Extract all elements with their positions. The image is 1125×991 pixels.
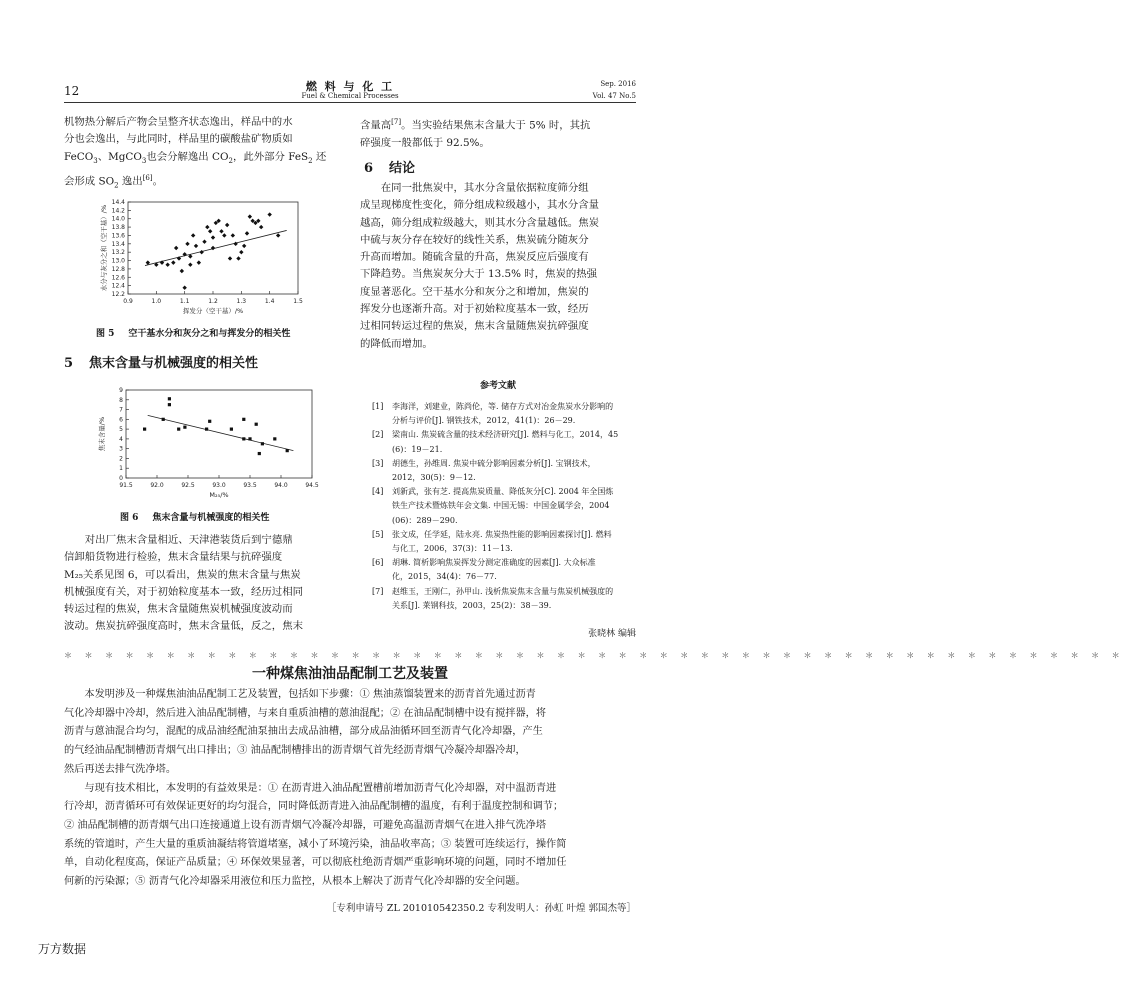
text-line: 下降趋势。当焦炭灰分大于 13.5% 时，焦炭的热强 [360, 268, 598, 281]
y-tick-label: 5 [119, 426, 123, 434]
data-point [194, 244, 198, 248]
text-line: 碎强度一般都低于 92.5%。 [360, 136, 490, 149]
x-tick-label: 93.5 [243, 482, 257, 489]
reference-text: (06)：289－290. [392, 515, 458, 525]
reference-text: 梁南山. 焦炭硫含量的技术经济研究[J]. 燃料与化工，2014，45 [392, 430, 619, 440]
editor-credit: 张晓林 编辑 [588, 629, 636, 639]
y-tick-label: 2 [119, 455, 123, 463]
reference-text: 胡德生，孙维周. 焦炭中硫分影响因素分析[J]. 宝钢技术， [392, 458, 596, 468]
x-tick-label: 92.0 [150, 482, 164, 489]
reference-text: 李海洋，刘建业，陈尚伦，等. 储存方式对冶金焦炭水分影响的 [392, 402, 614, 411]
data-point [188, 263, 192, 267]
y-tick-label: 1 [119, 465, 123, 473]
y-tick-label: 13.8 [111, 224, 125, 232]
trend-line [145, 230, 287, 265]
text-line: 会形成 $SO_2$ 逸出[6]。 [64, 173, 163, 190]
right-paragraph-2 [360, 180, 636, 353]
data-point [273, 437, 276, 440]
y-tick-label: 12.4 [111, 282, 125, 290]
text-line: 气化冷却器中冷却，然后进入油品配制槽，与来自重质油槽的蒽油混配；② 在油品配制槽中设有搅拌器，将 [64, 707, 547, 719]
reference-text: 关系[J]. 莱钢科技，2003，25(2)：38－39. [392, 600, 552, 610]
data-point [168, 397, 171, 400]
reference-number: [1] [372, 402, 384, 411]
x-tick-label: 1.3 [236, 298, 247, 305]
y-tick-label: 12.2 [111, 291, 125, 298]
data-point [211, 235, 215, 239]
journal-title: 燃 料 与 化 工 [305, 80, 395, 93]
reference-item [372, 485, 636, 528]
plot-frame [126, 390, 312, 478]
data-point [168, 403, 171, 406]
reference-item [372, 528, 636, 556]
data-point [182, 286, 186, 290]
y-tick-label: 13.4 [111, 240, 125, 248]
references-list [372, 400, 636, 613]
text-line: 何新的污染源；⑤ 沥青气化冷却器采用液位和压力监控，从根本上解决了沥青气化冷却器的安全问题。 [64, 876, 526, 888]
data-point [197, 260, 201, 264]
reference-number: [2] [372, 430, 384, 440]
reference-item [372, 457, 636, 485]
reference-number: [3] [372, 458, 384, 468]
issue-volume: Vol. 47 No.5 [592, 92, 636, 100]
reference-text: 与化工，2006，37(3)：11－13. [392, 544, 513, 554]
reference-number: [6] [372, 558, 384, 568]
y-tick-label: 12.8 [111, 265, 125, 273]
figure-6-caption: 图 6 焦末含量与机械强度的相关性 [120, 513, 270, 523]
text-line: 行冷却，沥青循环可有效保证更好的均匀混合，同时降低沥青进入油品配制槽的温度，有利于温度控制和调节； [64, 801, 564, 813]
data-point [185, 242, 189, 246]
reference-number: [5] [372, 529, 384, 539]
section-5-heading: 5 焦末含量与机械强度的相关性 [64, 356, 259, 371]
data-point [208, 420, 211, 423]
data-point [230, 428, 233, 431]
reference-text: 胡琳. 简析影响焦炭挥发分测定准确度的因素[J]. 大众标准 [392, 558, 596, 568]
text-line: 单，自动化程度高，保证产品质量；④ 环保效果显著，可以彻底杜绝沥青烟严重影响环境的问题，同时不增加任 [64, 857, 567, 869]
y-tick-label: 8 [119, 396, 123, 404]
x-tick-label: 92.5 [181, 482, 195, 489]
x-tick-label: 1.4 [264, 298, 275, 305]
data-point [222, 233, 226, 237]
text-line: 对出厂焦末含量相近、天津港装货后到宁德鼎 [84, 534, 293, 546]
data-point [202, 240, 206, 244]
text-line: 机械强度有关，对于初始粒度基本一致，经历过相同 [64, 585, 303, 598]
section-6-heading: 6 结论 [364, 161, 416, 176]
text-line: 挥发分也逐渐升高。对于初始粒度基本一致，经历 [360, 303, 589, 316]
text-line: 分也会逸出，与此同时，样品里的碳酸盐矿物质如 [64, 133, 293, 146]
data-point [191, 233, 195, 237]
data-point [174, 246, 178, 250]
y-tick-label: 14.2 [111, 207, 125, 215]
figure-6-chart [96, 386, 326, 504]
text-line: 转运过程的焦炭，焦末含量随焦炭机械强度波动而 [64, 603, 293, 616]
article-title: 一种煤焦油油品配制工艺及装置 [252, 666, 448, 682]
text-line: 信卸船货物进行检验，焦末含量结果与抗碎强度 [64, 551, 283, 564]
reference-item [372, 428, 636, 456]
journal-title-en: Fuel & Chemical Processes [301, 92, 399, 100]
text-line: 在同一批焦炭中，其水分含量依据粒度筛分组 [380, 182, 589, 194]
text-line: 含量高[7]。当实验结果焦末含量大于 5% 时，其抗 [360, 118, 591, 132]
left-paragraph-1 [64, 114, 344, 195]
x-axis-label: M₂₅/% [209, 491, 229, 499]
data-point [162, 418, 165, 421]
x-tick-label: 1.2 [208, 298, 218, 305]
data-point [248, 214, 252, 218]
x-axis-label: 挥发分（空干基）/% [182, 307, 244, 315]
data-point [286, 449, 289, 452]
footer-watermark: 万方数据 [38, 942, 87, 956]
data-point [239, 250, 243, 254]
y-axis-label: 水分与灰分之和（空干基）/% [100, 204, 108, 292]
data-point [228, 256, 232, 260]
text-line: 的气经油品配制槽沥青烟气出口排出；③ 油品配制槽排出的沥青烟气首先经沥青烟气冷凝冷却器冷却， [64, 745, 526, 757]
data-point [261, 442, 264, 445]
data-point [165, 263, 169, 267]
data-point [177, 428, 180, 431]
data-point [255, 423, 258, 426]
text-line: 沥青与蒽油混合均匀，混配的成品油经配油泵抽出去成品油槽，部分成品油循环回至沥青气化冷却器，产生 [64, 726, 543, 738]
data-point [208, 229, 212, 233]
y-tick-label: 14.0 [111, 215, 125, 223]
reference-item [372, 556, 636, 584]
reference-number: [4] [372, 487, 384, 497]
text-line: 波动。焦炭抗碎强度高时，焦末含量低，反之，焦末 [64, 620, 303, 633]
reference-text: 张文成，任学延，陆永亮. 焦炭热性能的影响因素探讨[J]. 燃料 [392, 529, 612, 539]
x-tick-label: 1.0 [151, 298, 162, 305]
text-line: 的降低而增加。 [360, 337, 433, 350]
data-point [276, 233, 280, 237]
y-tick-label: 0 [119, 475, 123, 482]
page-number: 12 [64, 84, 80, 98]
y-tick-label: 6 [119, 416, 123, 424]
data-point [143, 428, 146, 431]
y-tick-label: 12.6 [111, 274, 125, 282]
references-heading: 参考文献 [479, 381, 516, 391]
reference-text: 赵维玉，王刚仁，孙甲山. 浅析焦炭焦末含量与焦炭机械强度的 [392, 586, 614, 596]
left-paragraph-2 [64, 532, 344, 636]
data-point [267, 212, 271, 216]
y-tick-label: 7 [119, 406, 123, 414]
data-point [258, 452, 261, 455]
text-line: 成呈现梯度性变化，筛分组成粒级越小，其水分含量 [360, 199, 599, 212]
x-tick-label: 0.9 [123, 298, 133, 305]
figure-5-chart [96, 198, 310, 322]
y-tick-label: 9 [119, 387, 123, 394]
x-tick-label: 1.1 [179, 298, 190, 305]
x-tick-label: 94.5 [305, 482, 319, 489]
data-point [248, 437, 251, 440]
text-line: M₂₅关系见图 6，可以看出，焦炭的焦末含量与焦炭 [64, 568, 301, 581]
text-line: 本发明涉及一种煤焦油油品配制工艺及装置，包括如下步骤：① 焦油蒸馏装置来的沥青首先通过沥青 [84, 689, 536, 700]
asterisk-divider: ＊ ＊ ＊ ＊ ＊ ＊ ＊ ＊ ＊ ＊ ＊ ＊ ＊ ＊ ＊ ＊ ＊ ＊ ＊ ＊ ＊ ＊ ＊ ＊ ＊ ＊ ＊ ＊ ＊ ＊ ＊ ＊ ＊ ＊ ＊ ＊ ＊ ＊ ＊ ＊ ＊ ＊ ＊ ＊ ＊ ＊ ＊ ＊ ＊ ＊ ＊ ＊ [64, 651, 1125, 660]
text-line: 过相同转运过程的焦炭，焦末含量随焦炭抗碎强度 [360, 320, 589, 333]
y-tick-label: 14.4 [111, 199, 125, 206]
reference-text: 铁生产技术暨炼铁年会文集. 中国无锡：中国金属学会，2004 [392, 501, 610, 511]
text-line: FeCO$_3$、MgCO$_3$也会分解逸出 $CO_2$，此外部分 FeS$_2$ 还 [64, 150, 327, 165]
header-rule [64, 102, 636, 103]
text-line: 升高而增加。随硫含量的升高，焦炭反应后强度有 [360, 251, 589, 264]
reference-number: [7] [372, 586, 384, 596]
figure-5-caption: 图 5 空干基水分和灰分之和与挥发分的相关性 [96, 329, 291, 339]
data-point [242, 244, 246, 248]
text-line: 度显著恶化。空干基水分和灰分之和增加，焦炭的 [360, 285, 589, 298]
data-point [219, 229, 223, 233]
text-line: 系统的管道时，产生大量的重质油凝结将管道堵塞，减小了环境污染，油品收率高；③ 装置可连续运行，操作简 [64, 838, 567, 850]
data-point [233, 242, 237, 246]
y-tick-label: 13.6 [111, 232, 125, 240]
trend-line [148, 415, 294, 450]
data-point [205, 428, 208, 431]
text-line: 与现有技术相比，本发明的有益效果是：① 在沥青进入油品配置槽前增加沥青气化冷却器，对中温沥青进 [84, 782, 557, 794]
reference-text: 2012，30(5)：9－12. [392, 473, 476, 483]
reference-text: 化，2015，34(4)：76－77. [392, 572, 497, 582]
data-point [242, 418, 245, 421]
data-point [199, 250, 203, 254]
right-paragraph-1 [360, 114, 636, 152]
data-point [171, 260, 175, 264]
y-tick-label: 13.2 [111, 249, 125, 257]
data-point [242, 437, 245, 440]
reference-text: 刘新武，张有芝. 提高焦炭质量、降低灰分[C]. 2004 年全国炼 [392, 487, 614, 497]
text-line: ② 油品配制槽的沥青烟气出口连接通道上设有沥青烟气冷凝冷却器，可避免高温沥青烟气在进入排气洗净塔 [64, 819, 547, 831]
y-tick-label: 3 [119, 445, 123, 453]
x-tick-label: 93.0 [212, 482, 226, 489]
data-point [231, 233, 235, 237]
data-point [236, 256, 240, 260]
reference-text: 分析与评价[J]. 钢铁技术，2012，41(1)：26－29. [392, 416, 576, 426]
data-point [180, 269, 184, 273]
issue-date: Sep. 2016 [600, 80, 636, 88]
data-point [183, 426, 186, 429]
data-point [225, 223, 229, 227]
y-tick-label: 13.0 [111, 257, 125, 265]
article-body [64, 686, 636, 892]
reference-text: (6)：19－21. [392, 444, 443, 454]
data-point [259, 225, 263, 229]
x-tick-label: 94.0 [274, 482, 288, 489]
x-tick-label: 91.5 [119, 482, 133, 489]
data-point [211, 246, 215, 250]
reference-item [372, 400, 636, 428]
text-line: 越高，筛分组成粒级越大，则其水分含量越低。焦炭 [360, 216, 599, 229]
x-tick-label: 1.5 [293, 298, 303, 305]
text-line: 然后再送去排气洗净塔。 [64, 763, 177, 775]
y-tick-label: 4 [119, 435, 123, 443]
reference-item [372, 585, 636, 613]
patent-info: ［专利申请号 ZL 201010542350.2 专利发明人：孙虹 叶煌 郭国杰等］ [326, 903, 636, 914]
data-point [205, 225, 209, 229]
text-line: 中硫与灰分存在较好的线性关系，焦炭硫分随灰分 [360, 233, 589, 246]
text-line: 机物热分解后产物会呈整齐状态逸出，样品中的水 [64, 116, 293, 128]
y-axis-label: 焦末含量/% [98, 416, 106, 452]
data-point [245, 231, 249, 235]
